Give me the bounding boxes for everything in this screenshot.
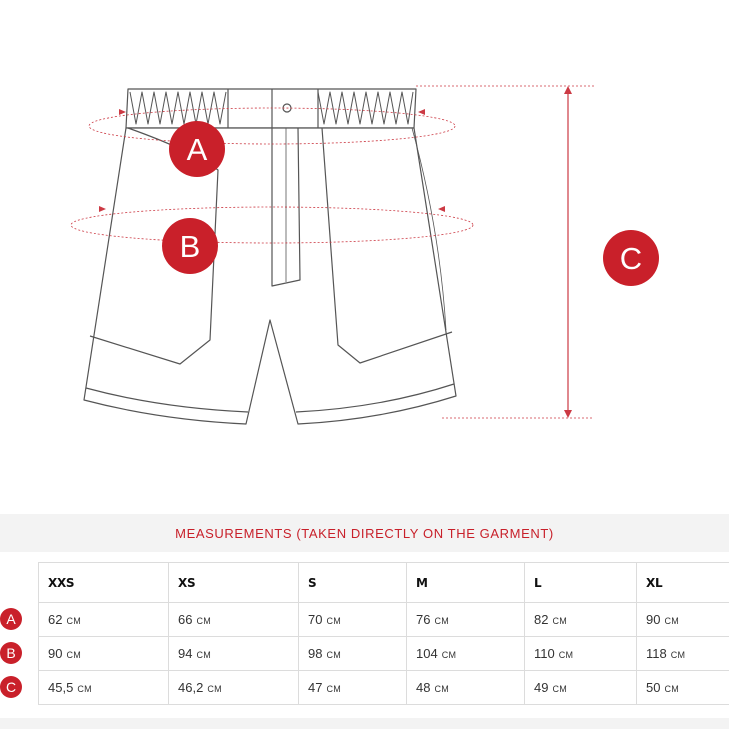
size-header-row bbox=[39, 563, 729, 603]
size-header: XS bbox=[169, 563, 299, 603]
footer-band bbox=[0, 718, 729, 729]
table-cell: 110 CM bbox=[525, 637, 637, 671]
table-cell: 82 CM bbox=[525, 603, 637, 637]
svg-text:B: B bbox=[179, 229, 201, 264]
table-cell: 49 CM bbox=[525, 671, 637, 705]
table-cell: 98 CM bbox=[299, 637, 407, 671]
size-header: M bbox=[407, 563, 525, 603]
table-cell: 46,2 CM bbox=[169, 671, 299, 705]
size-header: S bbox=[299, 563, 407, 603]
table-cell: 62 CM bbox=[39, 603, 169, 637]
table-cell: 90 CM bbox=[39, 637, 169, 671]
row-badge-c: C bbox=[0, 676, 22, 698]
svg-text:C: C bbox=[619, 241, 643, 276]
marker-a bbox=[169, 121, 225, 177]
waist-arrow-right bbox=[418, 109, 425, 115]
size-header: XXS bbox=[39, 563, 169, 603]
table-cell: 66 CM bbox=[169, 603, 299, 637]
hip-arrow-left bbox=[99, 206, 106, 212]
length-arrow-bottom bbox=[564, 410, 572, 418]
measurements-title: MEASUREMENTS (TAKEN DIRECTLY ON THE GARMENT) bbox=[175, 525, 554, 541]
table-cell: 118 CM bbox=[637, 637, 729, 671]
table-cell: 48 CM bbox=[407, 671, 525, 705]
table-cell: 50 CM bbox=[637, 671, 729, 705]
table-row bbox=[39, 671, 729, 705]
table-cell: 70 CM bbox=[299, 603, 407, 637]
size-header: XL bbox=[637, 563, 729, 603]
table-row bbox=[39, 603, 729, 637]
marker-c bbox=[603, 230, 659, 286]
table-cell: 94 CM bbox=[169, 637, 299, 671]
hip-arrow-right bbox=[438, 206, 445, 212]
marker-b bbox=[162, 218, 218, 274]
shorts-body bbox=[84, 128, 456, 424]
row-badge-a: A bbox=[0, 608, 22, 630]
table-cell: 47 CM bbox=[299, 671, 407, 705]
table-cell: 104 CM bbox=[407, 637, 525, 671]
table-row bbox=[39, 637, 729, 671]
svg-text:A: A bbox=[186, 132, 208, 167]
table-cell: 76 CM bbox=[407, 603, 525, 637]
table-cell: 90 CM bbox=[637, 603, 729, 637]
measurements-header bbox=[0, 514, 729, 552]
table-cell: 45,5 CM bbox=[39, 671, 169, 705]
length-arrow-top bbox=[564, 86, 572, 94]
size-table bbox=[38, 562, 729, 705]
waist-arrow-left bbox=[119, 109, 126, 115]
size-header: L bbox=[525, 563, 637, 603]
row-badge-b: B bbox=[0, 642, 22, 664]
